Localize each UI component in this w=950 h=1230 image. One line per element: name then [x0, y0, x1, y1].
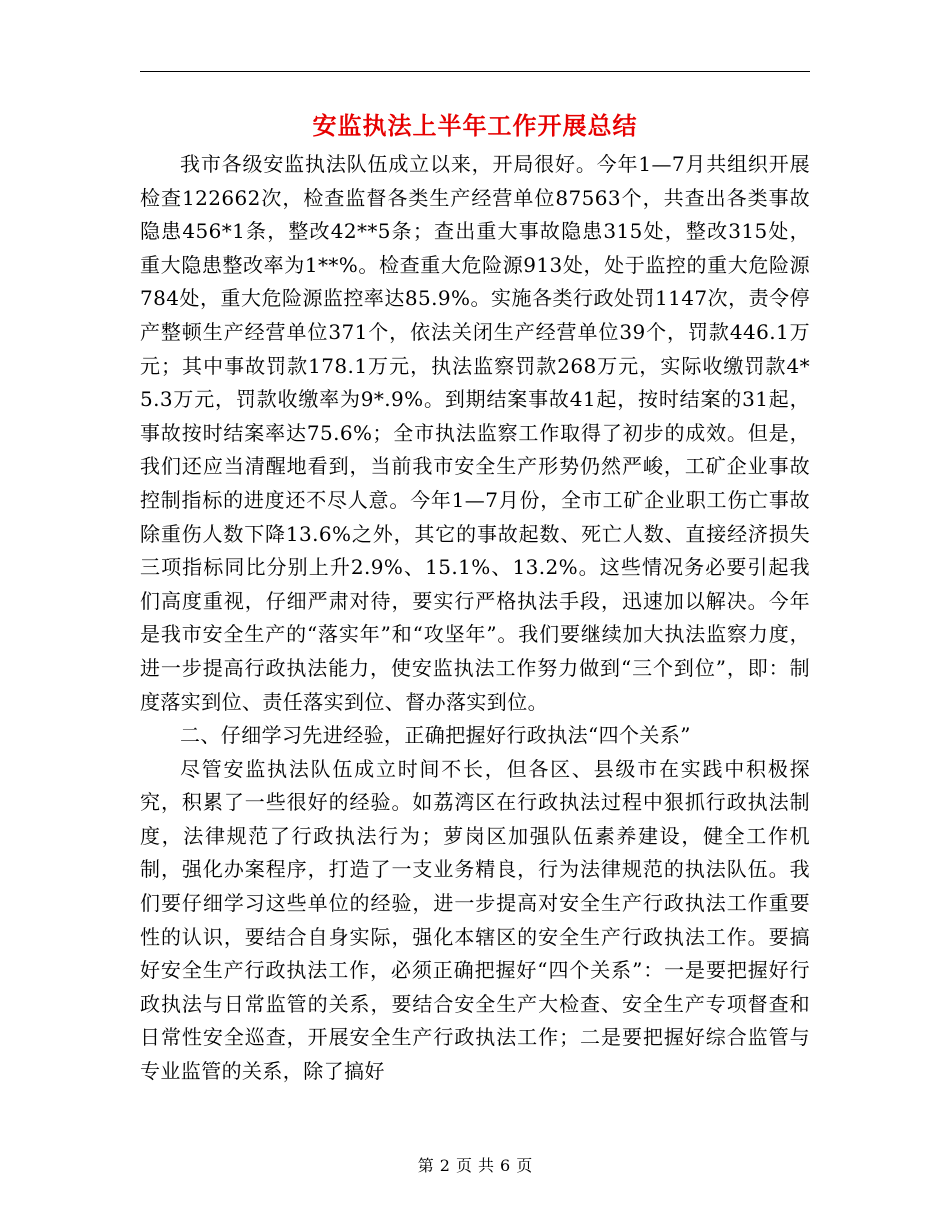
page-current: 2 [439, 1156, 450, 1175]
page-footer [0, 1155, 950, 1177]
document-body [140, 148, 810, 1089]
paragraph-experience: 尽管安监执法队伍成立时间不长，但各区、县级市在实践中积极探究，积累了一些很好的经验。如荔湾区在行政执法过程中狠抓行政执法制度，法律规范了行政执法行为；萝岗区加强队伍素养建设，健全工作机制，强化办案程序，打造了一支业务精良，行为法律规范的执法队伍。我们要仔细学习这些单位的经验，进一步提高对安全生产行政执法工作重要性的认识，要结合自身实际，强化本辖区的安全生产行政执法工作。要搞好安全生产行政执法工作，必须正确把握好“四个关系”：一是要把握好行政执法与日常监管的关系，要结合安全生产大检查、安全生产专项督查和日常性安全巡查，开展安全生产行政执法工作；二是要把握好综合监管与专业监管的关系，除了搞好 [140, 756, 810, 1084]
page-label-mid: 页 [455, 1156, 472, 1175]
page-label-prefix: 第 [417, 1156, 434, 1175]
page-label-total-prefix: 共 [478, 1156, 495, 1175]
header-rule [140, 71, 810, 72]
page-label-suffix: 页 [516, 1156, 533, 1175]
paragraph-summary: 我市各级安监执法队伍成立以来，开局很好。今年1—7月共组织开展检查122662次，检查监督各类生产经营单位87563个，共查出各类事故隐患456*1条，整改42**5条；查出重大事故隐患315处，整改315处，重大隐患整改率为1**%。检查重大危险源913处，处于监控的重大危险源784处，重大危险源监控率达85.9%。实施各类行政处罚1147次，责令停产整顿生产经营单位371个，依法关闭生产经营单位39个，罚款446.1万元；其中事故罚款178.1万元，执法监察罚款268万元，实际收缴罚款4*5.3万元，罚款收缴率为9*.9%。到期结案事故41起，按时结案的31起，事故按时结案率达75.6%；全市执法监察工作取得了初步的成效。但是，我们还应当清醒地看到，当前我市安全生产形势仍然严峻，工矿企业事故控制指标的进度还不尽人意。今年1—7月份，全市工矿企业职工伤亡事故除重伤人数下降13.6%之外，其它的事故起数、死亡人数、直接经济损失三项指标同比分别上升2.9%、15.1%、13.2%。这些情况务必要引起我们高度重视，仔细严肃对待，要实行严格执法手段，迅速加以解决。今年是我市安全生产的“落实年”和“攻坚年”。我们要继续加大执法监察力度，进一步提高行政执法能力，使安监执法工作努力做到“三个到位”，即：制度落实到位、责任落实到位、督办落实到位。 [140, 152, 810, 714]
section-heading: 二、仔细学习先进经验，正确把握好行政执法“四个关系” [180, 723, 691, 748]
document-title: 安监执法上半年工作开展总结 [312, 111, 638, 140]
page-total: 6 [500, 1156, 511, 1175]
